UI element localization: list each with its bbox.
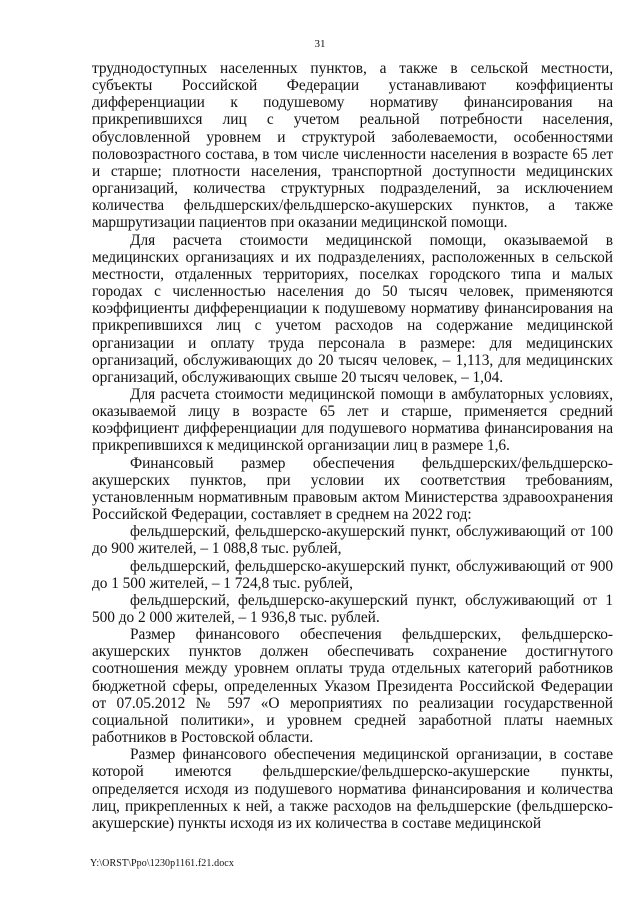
paragraph-fap-1500-2000: фельдшерский, фельдшерско-акушерский пункт, обслуживающий от 1 500 до 2 000 жителей, – 1 936,8 тыс. рублей. [92, 591, 613, 626]
page-number: 31 [314, 38, 326, 50]
paragraph-rural-coefficients: Для расчета стоимости медицинской помощи, оказываемой в медицинских организациях и их подразделениях, расположенных в сельской местности, отдаленных территориях, поселках городского типа и малых городах с численностью населения до 50 тысяч человек, применяются коэффициенты дифференциации к подушевому нормативу финансирования на прикрепившихся лиц с учетом расходов на содержание медицинской организации и оплату труда персонала в размере: для медицинских организаций, обслуживающих до 20 тысяч человек, – 1,113, для медицинских организаций, обслуживающих свыше 20 тысяч человек, – 1,04. [92, 231, 613, 386]
paragraph-org-funding: Размер финансового обеспечения медицинской организации, в составе которой имеются фельдшерские/фельдшерско-акушерские пункты, определяется исходя из подушевого норматива финансирования и количества лиц, прикрепленных к ней, а также расходов на фельдшерские (фельдшерско-акушерские) пункты исходя из их количества в составе медицинской [92, 746, 613, 832]
paragraph-salary-ratio: Размер финансового обеспечения фельдшерских, фельдшерско-акушерских пунктов должен обеспечивать сохранение достигнутого соотношения между уровнем оплаты труда отдельных категорий работников бюджетной сферы, определенных Указом Президента Российской Федерации от 07.05.2012 № 597 «О мероприятиях по реализации государственной социальной политики», и уровнем средней заработной платы наемных работников в Ростовской области. [92, 626, 613, 747]
paragraph-continuation: труднодоступных населенных пунктов, а также в сельской местности, субъекты Российской Федерации устанавливают коэффициенты дифференциации к подушевому нормативу финансирования на прикрепившихся лиц с учетом реальной потребности населения, обусловленной уровнем и структурой заболеваемости, особенностями половозрастного состава, в том числе численности населения в возрасте 65 лет и старше; плотности населения, транспортной доступности медицинских организаций, количества структурных подразделений, за исключением количества фельдшерских/фельдшерско-акушерских пунктов, а также маршрутизации пациентов при оказании медицинской помощи. [92, 60, 613, 232]
paragraph-elderly-coefficient: Для расчета стоимости медицинской помощи в амбулаторных условиях, оказываемой лицу в возрасте 65 лет и старше, применяется средний коэффициент дифференциации для подушевого норматива финансирования на прикрепившихся к медицинской организации лиц в размере 1,6. [92, 385, 613, 455]
body-text [92, 60, 613, 832]
paragraph-fap-900-1500: фельдшерский, фельдшерско-акушерский пункт, обслуживающий от 900 до 1 500 жителей, – 1 724,8 тыс. рублей, [92, 557, 613, 592]
paragraph-fap-100-900: фельдшерский, фельдшерско-акушерский пункт, обслуживающий от 100 до 900 жителей, – 1 088,8 тыс. рублей, [92, 523, 613, 558]
footer-file-path: Y:\ORST\Ppo\1230p1161.f21.docx [90, 858, 234, 869]
paragraph-fap-funding-intro: Финансовый размер обеспечения фельдшерских/фельдшерско-акушерских пунктов, при условии их соответствия требованиям, установленным нормативным правовым актом Министерства здравоохранения Российской Федерации, составляет в среднем на 2022 год: [92, 454, 613, 524]
